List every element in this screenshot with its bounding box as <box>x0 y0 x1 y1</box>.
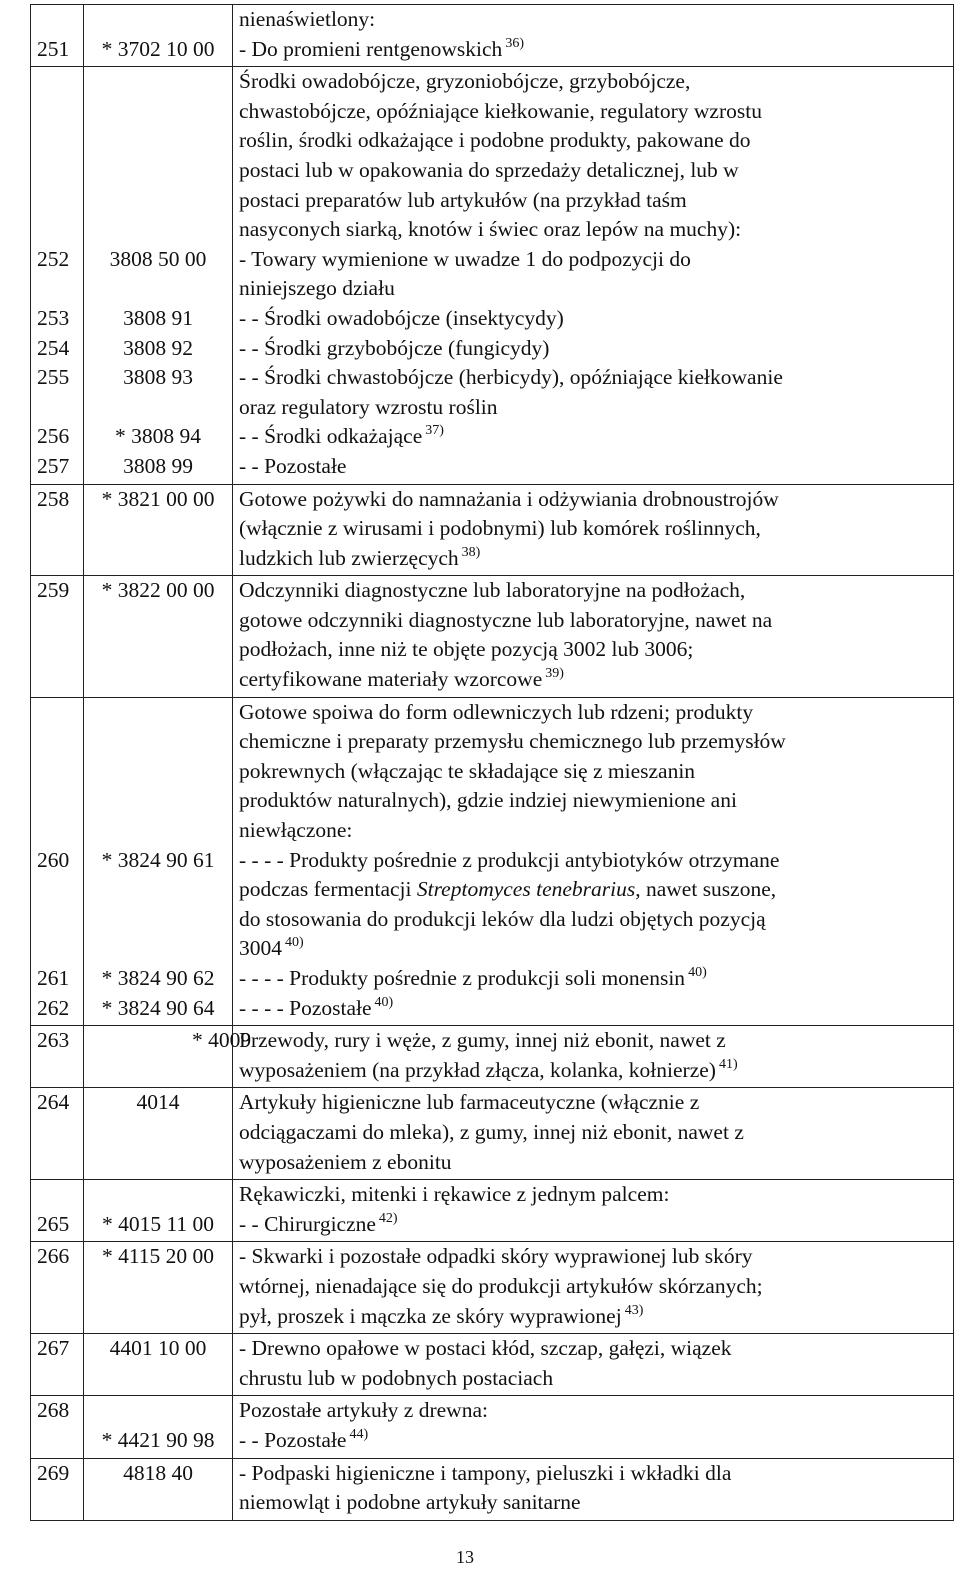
text-line: Artykuły higieniczne lub farmaceutyczne (włącznie z <box>239 1090 700 1115</box>
text-line: Odczynniki diagnostyczne lub laboratoryjne na podłożach, <box>239 578 746 603</box>
cn-code-cell <box>84 1088 233 1180</box>
cn-code: * 3824 90 64 <box>101 995 215 1020</box>
text-line: 3004 $^{40)}$ <box>239 935 304 961</box>
cn-code-cell <box>84 1242 233 1334</box>
text-line: - - - - Produkty pośrednie z produkcji antybiotyków otrzymane <box>239 847 780 872</box>
row-number: 264 <box>37 1090 70 1115</box>
text-line: Gotowe pożywki do namnażania i odżywiania drobnoustrojów <box>239 486 779 511</box>
table-row <box>31 1396 954 1458</box>
row-number-cell <box>31 1396 84 1458</box>
cn-code-cell <box>84 1334 233 1396</box>
text-line: chrustu lub w podobnych postaciach <box>239 1365 554 1390</box>
table-row <box>31 1334 954 1396</box>
cn-code: * 3824 90 61 <box>101 847 215 872</box>
description-cell <box>233 67 954 484</box>
footnote-ref: 40) <box>688 965 707 980</box>
description-cell <box>233 697 954 1026</box>
text-line: (włącznie z wirusami i podobnymi) lub komórek roślinnych, <box>239 516 761 541</box>
cn-code: * 4015 11 00 <box>101 1211 215 1236</box>
text-line: do stosowania do produkcji leków dla ludzi objętych pozycją <box>239 906 766 931</box>
row-number-cell <box>31 697 84 1026</box>
text-line: - Podpaski higieniczne i tampony, pieluszki i wkładki dla <box>239 1460 732 1485</box>
footnote-ref: 40) <box>374 994 394 1010</box>
text-line: certyfikowane materiały wzorcowe $^{39)}$ <box>239 666 564 692</box>
row-number: 260 <box>37 847 70 872</box>
text-line: chemiczne i preparaty przemysłu chemicznego lub przemysłów <box>239 729 786 754</box>
footnote-ref: 36) <box>505 35 524 51</box>
text-line: wyposażeniem z ebonitu <box>239 1149 452 1174</box>
row-number-cell <box>31 5 84 67</box>
description-cell <box>233 1088 954 1180</box>
row-number-cell <box>31 1458 84 1520</box>
cn-code: 3808 99 <box>123 453 193 478</box>
text-line: Rękawiczki, mitenki i rękawice z jednym palcem: <box>239 1182 670 1207</box>
tariff-table <box>30 4 954 1521</box>
text-line: - - Pozostałe $^{44)}$ <box>239 1426 369 1452</box>
text-line: - - Środki grzybobójcze (fungicydy) <box>239 335 550 360</box>
description-cell <box>233 1396 954 1458</box>
cn-code: * 3822 00 00 <box>101 578 215 603</box>
text-line: - - Pozostałe <box>239 453 347 478</box>
cn-code: 4014 <box>136 1090 180 1115</box>
row-number: 268 <box>37 1398 70 1423</box>
text-line: podłożach, inne niż te objęte pozycją 3002 lub 3006; <box>239 637 694 662</box>
text-line: Środki owadobójcze, gryzoniobójcze, grzybobójcze, <box>239 69 691 94</box>
cn-code-cell <box>84 1026 252 1088</box>
row-number: 266 <box>37 1244 70 1269</box>
description-cell <box>233 484 954 576</box>
row-number-cell <box>31 484 84 576</box>
text-line: - Do promieni rentgenowskich $^{36)}$ <box>239 35 524 61</box>
row-number-cell <box>31 576 84 697</box>
row-number: 269 <box>37 1460 70 1485</box>
text-line: - - Środki chwastobójcze (herbicydy), opóźniające kiełkowanie <box>239 365 783 390</box>
cn-code: 3808 91 <box>123 305 193 330</box>
row-number-cell <box>31 1180 84 1242</box>
footnote-ref: 43) <box>624 1302 644 1318</box>
text-line: postaci preparatów lub artykułów (na przykład taśm <box>239 187 687 212</box>
text-line: odciągaczami do mleka), z gumy, innej niż ebonit, nawet z <box>239 1119 744 1144</box>
description-cell <box>233 1026 954 1088</box>
row-number: 253 <box>37 305 70 330</box>
cn-code-cell <box>84 5 233 67</box>
table-row <box>31 1088 954 1180</box>
description-cell <box>233 576 954 697</box>
description-cell <box>233 1180 954 1242</box>
row-number: 265 <box>37 1211 70 1236</box>
text-line: - - Środki owadobójcze (insektycydy) <box>239 305 564 330</box>
row-number: 255 <box>37 365 70 390</box>
row-number: 261 <box>37 966 70 990</box>
row-number-cell <box>31 1242 84 1334</box>
row-number: 254 <box>37 335 70 360</box>
cn-code-cell <box>84 1180 233 1242</box>
table-row <box>31 1180 954 1242</box>
cn-code: * 3702 10 00 <box>101 36 215 61</box>
cn-code: * 4009 <box>192 1028 252 1053</box>
footnote-ref: 42) <box>378 1210 398 1226</box>
text-line: niewłączone: <box>239 818 353 843</box>
row-number: 262 <box>37 995 70 1020</box>
italic-text: Streptomyces tenebrarius <box>416 877 636 902</box>
row-number-cell <box>31 67 84 484</box>
description-cell <box>233 1242 954 1334</box>
cn-code: * 4115 20 00 <box>101 1244 215 1269</box>
table-row <box>31 1026 954 1088</box>
row-number: 251 <box>37 36 70 61</box>
footnote-ref: 39) <box>545 666 564 682</box>
text-line: ludzkich lub zwierzęcych $^{38)}$ <box>239 544 481 570</box>
table-body <box>31 5 954 1521</box>
cn-code: 4818 40 <box>123 1460 193 1485</box>
text-line: pokrewnych (włączając te składające się z mieszanin <box>239 758 696 783</box>
cn-code-cell <box>84 1458 233 1520</box>
cn-code: * 4421 90 98 <box>101 1427 215 1452</box>
text-line: - Skwarki i pozostałe odpadki skóry wyprawionej lub skóry <box>239 1244 753 1269</box>
row-number: 263 <box>37 1028 70 1053</box>
description-cell <box>233 1334 954 1396</box>
text-line: roślin, środki odkażające i podobne produkty, pakowane do <box>239 128 751 153</box>
table-row <box>31 484 954 576</box>
row-number: 267 <box>37 1336 70 1361</box>
text-line: - Towary wymienione w uwadze 1 do podpozycji do <box>239 246 691 271</box>
text-line: - Drewno opałowe w postaci kłód, szczap, gałęzi, wiązek <box>239 1336 732 1361</box>
cn-code: 3808 50 00 <box>109 246 207 271</box>
description-cell <box>233 1458 954 1520</box>
cn-code: * 3821 00 00 <box>101 486 215 511</box>
row-number-cell <box>31 1026 84 1088</box>
text-line: - - Środki odkażające $^{37)}$ <box>239 423 444 449</box>
text-line: oraz regulatory wzrostu roślin <box>239 394 498 419</box>
footnote-ref: 41) <box>718 1056 738 1072</box>
text-line: nienaświetlony: <box>239 7 376 31</box>
text-line: gotowe odczynniki diagnostyczne lub laboratoryjne, nawet na <box>239 607 773 632</box>
text-line: Pozostałe artykuły z drewna: <box>239 1398 488 1423</box>
text-line: nasyconych siarką, knotów i świec oraz lepów na muchy): <box>239 217 742 242</box>
cn-code: 4401 10 00 <box>109 1336 207 1361</box>
description-cell <box>233 5 954 67</box>
text-line: niniejszego działu <box>239 276 395 301</box>
text-line: niemowląt i podobne artykuły sanitarne <box>239 1490 581 1515</box>
footnote-ref: 44) <box>349 1426 369 1442</box>
text-line: Gotowe spoiwa do form odlewniczych lub rdzeni; produkty <box>239 699 754 724</box>
footnote-ref: 40) <box>285 935 304 951</box>
text-line: Przewody, rury i węże, z gumy, innej niż ebonit, nawet z <box>239 1028 726 1053</box>
cn-code-cell <box>84 697 233 1026</box>
table-row <box>31 5 954 67</box>
text-line: postaci lub w opakowania do sprzedaży detalicznej, lub w <box>239 157 739 182</box>
footnote-ref: 38) <box>461 544 481 560</box>
row-number-cell <box>31 1088 84 1180</box>
table-row <box>31 1242 954 1334</box>
row-number: 257 <box>37 453 70 478</box>
cn-code-cell <box>84 1396 233 1458</box>
text-line: produktów naturalnych), gdzie indziej niewymienione ani <box>239 788 737 813</box>
text-line: - - - - Pozostałe $^{40)}$ <box>239 994 394 1020</box>
text-line: - - - - Produkty pośrednie z produkcji soli monensin $^{40)}$ <box>239 965 707 990</box>
page-number: 13 <box>456 1547 474 1567</box>
row-number: 259 <box>37 578 70 603</box>
footnote-ref: 37) <box>425 423 444 439</box>
cn-code: * 3808 94 <box>115 424 201 449</box>
cn-code: 3808 92 <box>123 335 193 360</box>
text-line: pył, proszek i mączka ze skóry wyprawionej $^{43)}$ <box>239 1302 644 1328</box>
text-line: wtórnej, nienadające się do produkcji artykułów skórzanych; <box>239 1273 763 1298</box>
text-line: wyposażeniem (na przykład złącza, kolanka, kołnierze) $^{41)}$ <box>239 1056 738 1082</box>
table-row <box>31 1458 954 1520</box>
table-row <box>31 576 954 697</box>
text-line: - - Chirurgiczne $^{42)}$ <box>239 1210 398 1236</box>
text-line: podczas fermentacji Streptomyces tenebrarius, nawet suszone, <box>239 877 777 902</box>
text-line: chwastobójcze, opóźniające kiełkowanie, regulatory wzrostu <box>239 98 762 123</box>
table-row <box>31 697 954 1026</box>
row-number: 256 <box>37 424 70 449</box>
cn-code-cell <box>84 484 233 576</box>
row-number-cell <box>31 1334 84 1396</box>
cn-code-cell <box>84 67 233 484</box>
cn-code-cell <box>84 576 233 697</box>
cn-code: 3808 93 <box>123 365 193 390</box>
table-row <box>31 67 954 484</box>
cn-code: * 3824 90 62 <box>101 966 215 990</box>
row-number: 252 <box>37 246 70 271</box>
row-number: 258 <box>37 486 70 511</box>
